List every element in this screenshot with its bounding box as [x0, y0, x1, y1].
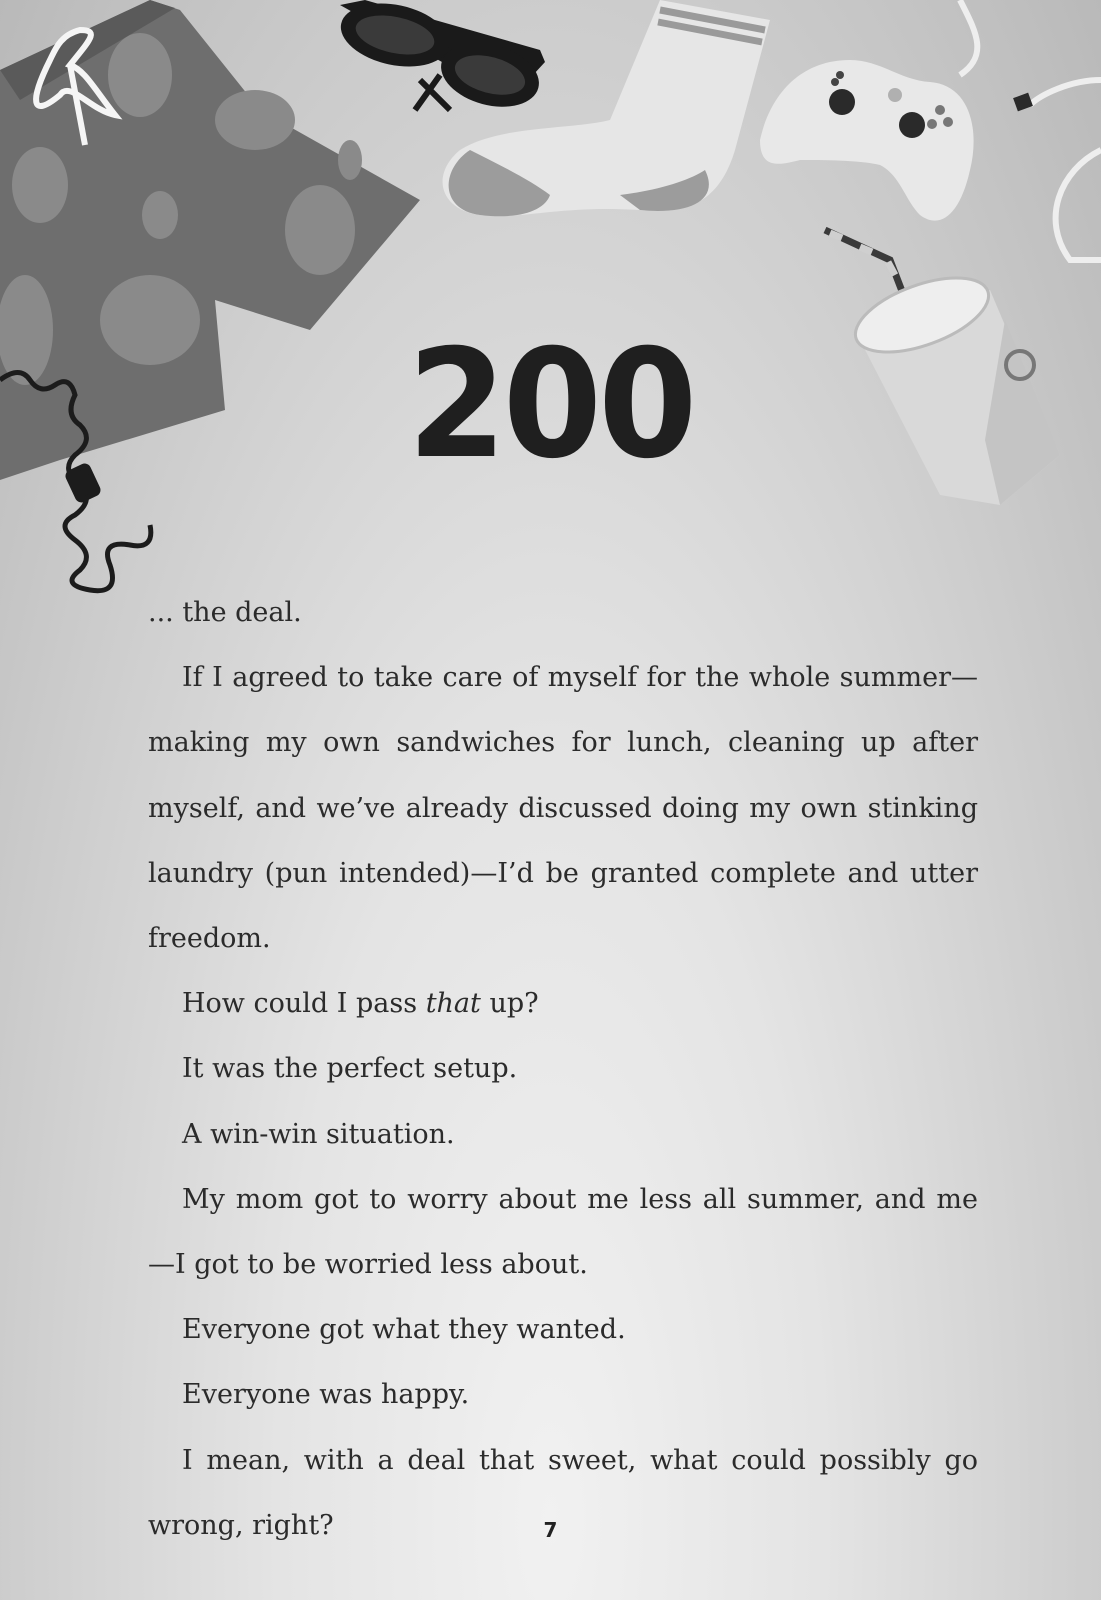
paragraph: Everyone got what they wanted. — [182, 1314, 626, 1346]
chapter-number: 200 — [407, 318, 694, 492]
page-number: 7 — [543, 1518, 558, 1542]
paragraph: I mean, with a deal that sweet, what could possibly go wrong, right? — [148, 1444, 978, 1541]
text-run: up? — [480, 988, 539, 1020]
paragraph: It was the perfect setup. — [182, 1053, 518, 1085]
game-controller-icon — [760, 0, 1101, 260]
sock-icon — [443, 0, 770, 216]
paragraph — [148, 971, 978, 1036]
paragraph: If I agreed to take care of myself for the whole summer—making my own sandwiches for lunch, cleaning up after myself, and we’ve already discussed doing my own stinking laundry (pun intended)—I’d be granted complete and utter freedom. — [148, 662, 978, 955]
emphasis-text: that — [425, 988, 481, 1020]
paragraph: A win-win situation. — [182, 1118, 455, 1150]
paragraph: Everyone was happy. — [182, 1379, 470, 1411]
header-illustration — [0, 0, 1101, 600]
paragraph: My mom got to worry about me less all summer, and me—I got to be worried less about. — [148, 1183, 978, 1281]
sunglasses-icon — [335, 0, 546, 117]
body-text — [148, 580, 978, 1558]
paragraph: ... the deal. — [148, 597, 302, 628]
text-run: How could I pass — [182, 988, 426, 1020]
